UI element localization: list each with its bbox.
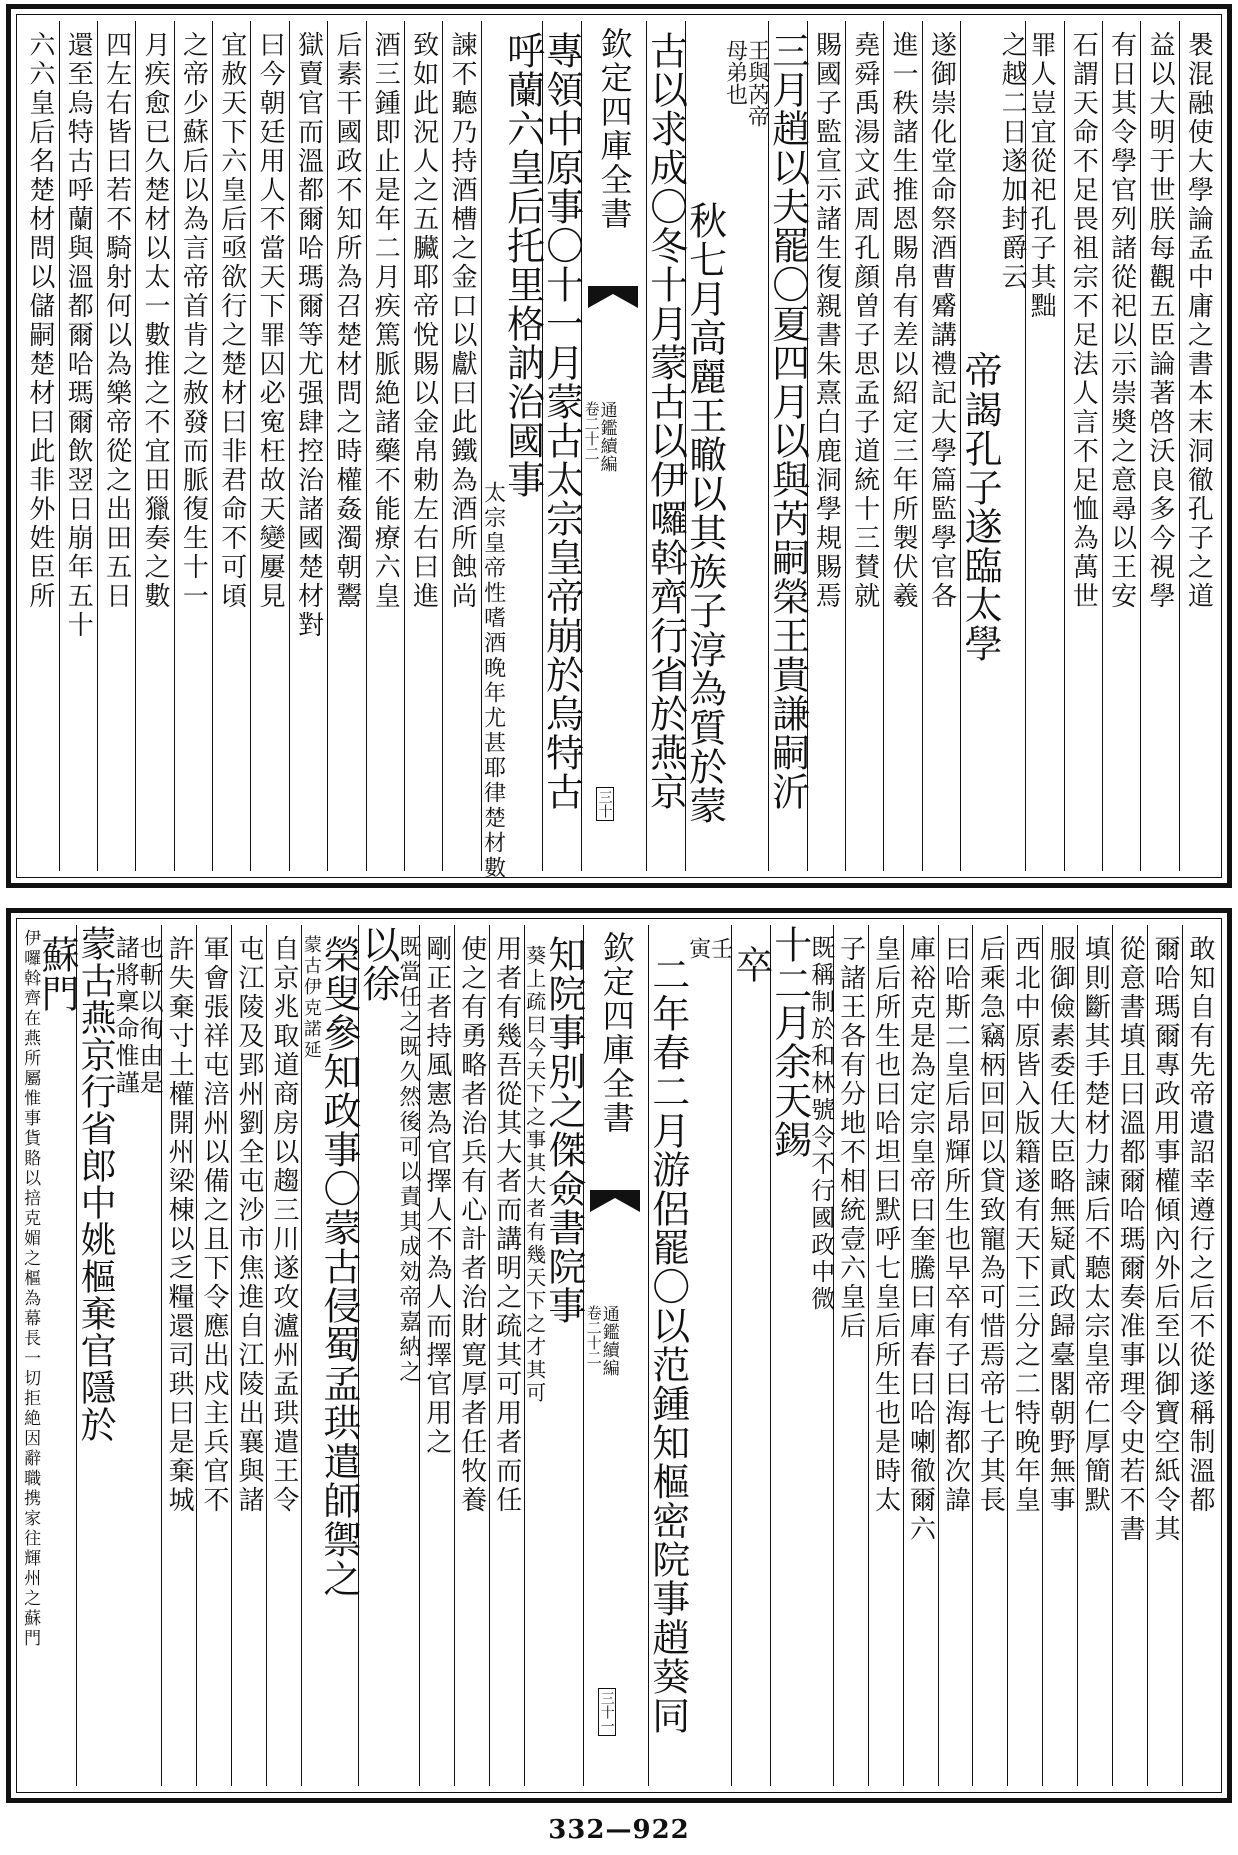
text-column bbox=[266, 925, 301, 1786]
center-gutter bbox=[581, 21, 646, 871]
small-text: 石謂天命不足畏祖宗不足法人言不足恤為萬世 bbox=[1068, 31, 1099, 611]
big-text: 卒 bbox=[728, 945, 773, 984]
text-column bbox=[645, 925, 733, 1786]
small-text: 使之有勇略者治兵有心計者治財寛厚者任牧養 bbox=[456, 935, 487, 1515]
text-column bbox=[1182, 925, 1217, 1786]
note-text: 母弟也 bbox=[722, 39, 748, 105]
text-column bbox=[231, 925, 266, 1786]
small-text: 褁混融使大學論孟中庸之書本末洞徹孔子之道 bbox=[1183, 31, 1214, 611]
big-text: 三月趙以夫罷〇夏四月以與芮嗣榮王貴謙嗣沂 bbox=[765, 31, 810, 811]
small-text: 曰今朝廷用人不當天下罪囚必寃枉故天變屢見 bbox=[255, 31, 286, 611]
text-column bbox=[59, 21, 97, 871]
text-column bbox=[522, 925, 586, 1786]
big-text: 古以求成〇冬十月蒙古以伊囉斡齊行省於燕京 bbox=[643, 31, 688, 811]
small-text: 諸將稟命惟謹 bbox=[111, 935, 140, 1097]
gutter-page-number: 三十 bbox=[596, 787, 614, 821]
text-column bbox=[289, 21, 327, 871]
text-column bbox=[327, 21, 365, 871]
text-column bbox=[366, 21, 404, 871]
text-column bbox=[355, 925, 421, 1786]
small-text: 之帝少蘇后以為言帝首肯之赦發而脈復生十一 bbox=[178, 31, 209, 611]
small-text: 還至烏特古呼蘭與溫都爾哈瑪爾飲翌日崩年五十 bbox=[63, 31, 94, 640]
gutter-volume: 卷二十二 bbox=[582, 401, 601, 461]
small-text: 月疾愈已久楚材以太一數推之不宜田獵奏之數 bbox=[139, 31, 170, 611]
fishtail-mark-icon bbox=[590, 1190, 640, 1212]
big-text: 蘇門 bbox=[35, 935, 80, 1013]
text-column bbox=[300, 925, 361, 1786]
small-text: 堯舜禹湯文武周孔顔曽子思孟子道統十三賛就 bbox=[849, 31, 880, 611]
text-column bbox=[972, 925, 1007, 1786]
text-column bbox=[250, 21, 288, 871]
big-text: 以徐 bbox=[355, 925, 400, 1003]
big-text: 專領中原事〇十一月蒙古太宗皇帝崩於烏特古 bbox=[539, 31, 584, 811]
text-column bbox=[938, 925, 973, 1786]
gutter-book-title: 通鑑續編 bbox=[596, 401, 617, 473]
text-column bbox=[728, 925, 773, 1786]
big-text: 榮叟參知政事〇蒙古侵蜀孟珙遣師禦之 bbox=[316, 935, 361, 1598]
text-column bbox=[883, 21, 921, 871]
small-text: 蒙古伊克諾延 bbox=[300, 935, 322, 1061]
text-column bbox=[480, 21, 545, 881]
text-column bbox=[767, 925, 835, 1786]
text-column bbox=[1112, 925, 1147, 1786]
text-column bbox=[1102, 21, 1140, 871]
small-text: 也斬以徇由是 bbox=[135, 935, 164, 1097]
small-text: 用者有幾吾從其大者而講明之疏其可用者而任 bbox=[491, 935, 522, 1515]
big-text: 秋七月高麗王瞮以其族子淳為質於蒙 bbox=[682, 201, 727, 825]
small-text: 后素干國政不知所為召楚材問之時權姦濁朝鬻 bbox=[331, 31, 362, 611]
bottom-page bbox=[6, 908, 1232, 1803]
big-text: 蒙古燕京行省郎中姚樞棄官隱於 bbox=[75, 925, 117, 1443]
gutter-title: 欽定四庫全書 bbox=[597, 931, 636, 1135]
small-text: 敢知自有先帝遺詔幸遵行之后不從遂稱制溫都 bbox=[1185, 935, 1216, 1515]
small-text: 既當任之既久然後可以責其成効帝嘉納之 bbox=[395, 935, 421, 1385]
text-column bbox=[1140, 21, 1178, 871]
gutter-book-title: 通鑑續編 bbox=[598, 1305, 619, 1377]
note-text: 王與芮帝 bbox=[744, 39, 770, 127]
small-text: 子諸王各有分地不相統壹六皇后 bbox=[835, 935, 866, 1341]
small-text: 西北中原皆入版籍遂有天下三分之二特晚年皇 bbox=[1010, 935, 1041, 1515]
big-text: 十二月余天錫 bbox=[767, 925, 812, 1159]
page-footer-number: 332—922 bbox=[548, 1815, 690, 1845]
big-text: 帝謁孔子遂臨太學 bbox=[958, 351, 1003, 663]
text-column bbox=[404, 21, 442, 871]
small-text: 后乘急竊柄回回以貸致寵為可惜焉帝七子其長 bbox=[975, 935, 1006, 1515]
text-column bbox=[1077, 925, 1112, 1786]
small-text: 罪人豈宜從祀孔子其黜 bbox=[1026, 31, 1057, 321]
small-text: 既稱制於和林號令不行國政中微 bbox=[806, 935, 835, 1313]
gutter-title: 欽定四庫全書 bbox=[595, 27, 634, 231]
text-column bbox=[868, 925, 903, 1786]
text-column bbox=[442, 21, 480, 871]
top-page bbox=[6, 4, 1232, 888]
center-gutter bbox=[583, 925, 648, 1786]
text-column bbox=[958, 21, 1028, 871]
small-text: 許失棄寸土權開州梁棟以乏糧還司珙曰是棄城 bbox=[164, 935, 195, 1515]
text-column bbox=[845, 21, 883, 871]
small-text: 致如此況人之五臟耶帝悅賜以金帛勅左右曰進 bbox=[408, 31, 439, 611]
small-text: 軍會張祥屯涪州以備之且下令應出戍主兵官不 bbox=[199, 935, 230, 1515]
big-text: 知院事別之傑僉書院事 bbox=[541, 935, 586, 1325]
small-text: 進一秩諸生推恩賜帛有差以紹定三年所製伏羲 bbox=[888, 31, 919, 611]
text-column bbox=[21, 21, 58, 871]
small-text: 曰哈斯二皇后昂輝所生也早卒有子曰海都次諱 bbox=[940, 935, 971, 1515]
small-text: 之越二日遂加封爵云 bbox=[997, 31, 1028, 292]
gutter-page-number: 三十一 bbox=[598, 1688, 616, 1736]
small-text: 有日其令學官列諸從祀以示崇奬之意尋以王安 bbox=[1106, 31, 1137, 611]
gutter-volume: 卷二十二 bbox=[584, 1305, 603, 1365]
note-text: 壬 bbox=[707, 937, 733, 959]
small-text: 伊囉斡齊在燕所屬惟事貨賂以掊克媚之樞為幕長一切拒絶因辭職携家往輝州之蘇門 bbox=[20, 929, 41, 1649]
text-column bbox=[97, 21, 135, 871]
text-column bbox=[1007, 925, 1042, 1786]
text-column bbox=[539, 21, 584, 871]
text-column bbox=[419, 925, 454, 1786]
text-column bbox=[1025, 21, 1063, 871]
small-text: 遂御崇化堂命祭酒曹觱講禮記大學篇監學官各 bbox=[926, 31, 957, 611]
text-column bbox=[135, 21, 173, 871]
text-column bbox=[922, 21, 960, 871]
small-text: 酒三鍾即止是年二月疾篤脈絶諸藥不能療六皇 bbox=[370, 31, 401, 611]
text-column bbox=[454, 925, 489, 1786]
text-column bbox=[833, 925, 868, 1786]
small-text: 自京兆取道商房以趨三川遂攻瀘州孟珙遣王令 bbox=[268, 935, 299, 1515]
bottom-columns bbox=[21, 925, 1217, 1786]
text-column bbox=[903, 925, 938, 1786]
text-column bbox=[1179, 21, 1217, 871]
small-text: 葵上疏曰今天下之事其大者有幾天下之才其可 bbox=[522, 945, 547, 1405]
text-column bbox=[643, 21, 688, 871]
text-column bbox=[682, 21, 770, 871]
small-text: 填則斷其手楚材力諫后不聽太宗皇帝仁厚簡默 bbox=[1080, 935, 1111, 1515]
fishtail-mark-icon bbox=[588, 286, 638, 308]
text-column bbox=[765, 21, 810, 871]
text-column bbox=[1064, 21, 1102, 871]
text-column bbox=[1147, 925, 1182, 1786]
text-column bbox=[807, 21, 845, 871]
text-column bbox=[212, 21, 250, 871]
small-text: 六六皇后名楚材問以儲嗣楚材曰此非外姓臣所 bbox=[24, 31, 55, 611]
text-column bbox=[161, 925, 196, 1786]
small-text: 宜赦天下六皇后亟欲行之楚材曰非君命不可頃 bbox=[216, 31, 247, 611]
text-column bbox=[174, 21, 212, 871]
small-text: 四左右皆曰若不騎射何以為樂帝從之出田五日 bbox=[101, 31, 132, 611]
small-text: 賜國子監宣示諸生復親書朱熹白鹿洞學規賜焉 bbox=[811, 31, 842, 611]
text-column bbox=[489, 925, 524, 1786]
top-columns bbox=[21, 21, 1217, 881]
small-text: 獄賣官而溫都爾哈瑪爾等尤强肆控治諸國楚材對 bbox=[293, 31, 324, 640]
big-text: 呼蘭六皇后托里格訥治國事 bbox=[500, 31, 545, 499]
text-column bbox=[196, 925, 231, 1786]
small-text: 諫不聽乃持酒槽之金口以獻曰此鐵為酒所蝕尚 bbox=[446, 31, 477, 611]
small-text: 從意書填且曰溫都爾哈瑪爾奏准事理令史若不書 bbox=[1115, 935, 1146, 1544]
small-text: 剛正者持風憲為官擇人不為人而擇官用之 bbox=[421, 935, 452, 1457]
small-text: 服御儉素委任大臣略無疑貳政歸臺閣朝野無事 bbox=[1045, 935, 1076, 1515]
small-text: 太宗皇帝性嗜酒晚年尤甚耶律楚材數 bbox=[480, 481, 506, 881]
text-column bbox=[1042, 925, 1077, 1786]
small-text: 皇后所生也曰哈坦曰默呼七皇后所生也是時太 bbox=[870, 935, 901, 1515]
note-text: 寅 bbox=[685, 937, 711, 959]
small-text: 庫裕克是為定宗皇帝曰奎騰曰庫春曰哈喇徹爾六 bbox=[905, 935, 936, 1544]
text-column bbox=[20, 925, 80, 1786]
big-text: 二年春二月游侶罷〇以范鍾知樞密院事趙葵同 bbox=[645, 955, 690, 1735]
small-text: 爾哈瑪爾專政用事權傾內外后至以御寶空紙令其 bbox=[1150, 935, 1181, 1544]
small-text: 益以大明于世朕每觀五臣論著啓沃良多今視學 bbox=[1144, 31, 1175, 611]
text-column bbox=[75, 925, 164, 1786]
small-text: 屯江陵及郢州劉全屯沙市焦進自江陵出襄與諸 bbox=[233, 935, 264, 1515]
